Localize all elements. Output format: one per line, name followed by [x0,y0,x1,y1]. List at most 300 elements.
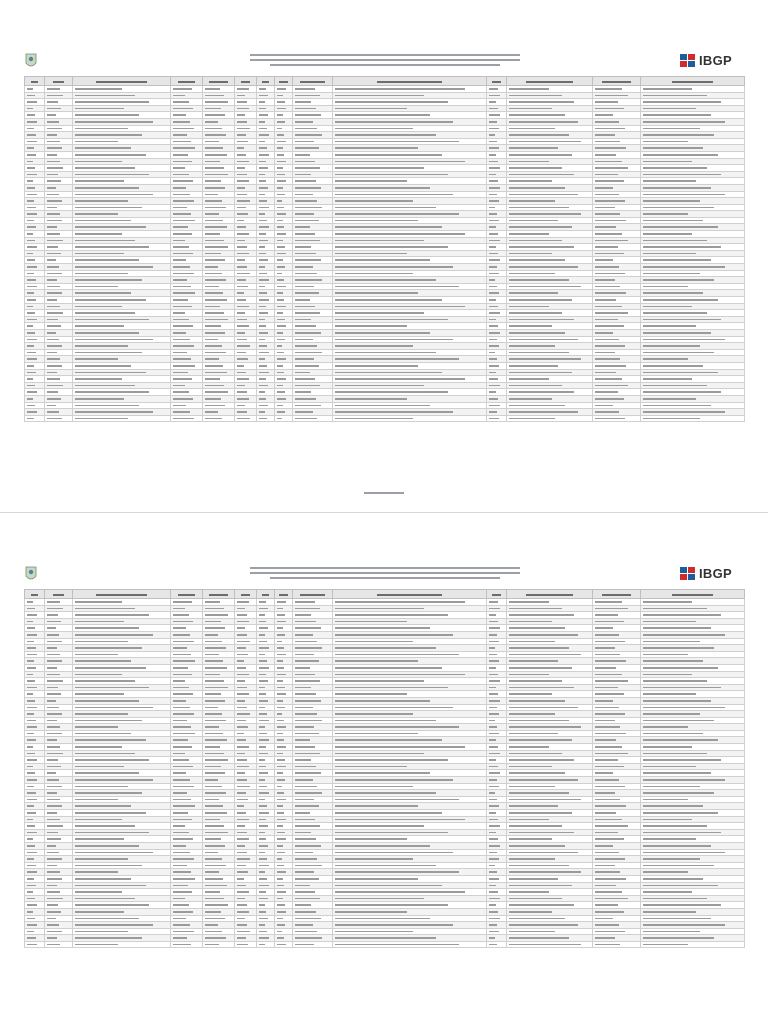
table-cell [257,816,275,823]
table-cell [203,415,235,422]
table-cell [593,895,641,902]
table-row [25,165,745,172]
table-cell [73,237,171,244]
table-cell [275,395,293,402]
table-cell [25,803,45,810]
table-cell [293,395,333,402]
table-cell [641,369,745,376]
table-cell [487,631,507,638]
table-cell [507,684,593,691]
table-cell [641,270,745,277]
table-cell [275,671,293,678]
table-cell [487,118,507,125]
table-row [25,231,745,238]
table-row [25,922,745,929]
table-row [25,612,745,619]
table-cell [487,625,507,632]
table-cell [25,618,45,625]
table-cell [45,737,73,744]
table-cell [641,171,745,178]
table-cell [171,724,203,731]
table-cell [45,697,73,704]
table-cell [293,895,333,902]
table-cell [235,231,257,238]
table-cell [641,842,745,849]
table-row [25,270,745,277]
table-cell [487,889,507,896]
table-cell [293,882,333,889]
table-cell [171,283,203,290]
table-cell [507,711,593,718]
table-cell [171,856,203,863]
table-cell [171,842,203,849]
table-cell [73,790,171,797]
table-cell [235,842,257,849]
table-row [25,257,745,264]
table-cell [73,395,171,402]
table-cell [25,895,45,902]
table-cell [171,204,203,211]
table-cell [507,678,593,685]
table-cell [257,86,275,93]
table-cell [171,697,203,704]
table-cell [171,99,203,106]
table-cell [593,711,641,718]
table-cell [203,343,235,350]
table-cell [507,329,593,336]
table-row [25,290,745,297]
table-cell [507,349,593,356]
table-cell [73,757,171,764]
table-cell [593,796,641,803]
table-cell [235,862,257,869]
table-cell [25,395,45,402]
table-cell [257,823,275,830]
table-cell [487,99,507,106]
table-cell [507,217,593,224]
table-cell [293,382,333,389]
table-cell [293,244,333,251]
table-cell [203,770,235,777]
table-cell [73,941,171,948]
table-row [25,875,745,882]
table-cell [641,237,745,244]
table-cell [507,658,593,665]
table-cell [507,810,593,817]
page-header [0,563,768,589]
table-cell [203,869,235,876]
table-cell [275,842,293,849]
table-cell [203,184,235,191]
table-cell [203,697,235,704]
table-cell [203,231,235,238]
table-cell [171,889,203,896]
table-cell [171,737,203,744]
table-cell [275,343,293,350]
table-cell [235,99,257,106]
table-cell [25,638,45,645]
table-cell [293,928,333,935]
table-cell [641,922,745,929]
table-cell [487,684,507,691]
table-cell [235,711,257,718]
table-cell [45,316,73,323]
table-cell [25,250,45,257]
table-cell [507,145,593,152]
table-cell [487,211,507,218]
table-cell [203,599,235,606]
table-cell [257,237,275,244]
table-cell [203,217,235,224]
table-cell [257,763,275,770]
table-cell [45,270,73,277]
table-cell [507,231,593,238]
table-cell [171,369,203,376]
table-cell [73,178,171,185]
table-cell [235,297,257,304]
table-cell [593,151,641,158]
table-cell [507,409,593,416]
table-cell [507,389,593,396]
table-cell [25,191,45,198]
table-cell [25,105,45,112]
table-cell [171,389,203,396]
table-cell [487,184,507,191]
table-cell [275,250,293,257]
table-cell [257,277,275,284]
table-cell [487,237,507,244]
table-cell [507,823,593,830]
table-cell [487,763,507,770]
table-cell [203,737,235,744]
table-cell [593,862,641,869]
table-cell [257,402,275,409]
table-cell [171,132,203,139]
table-cell [275,283,293,290]
table-cell [171,303,203,310]
table-cell [507,343,593,350]
table-cell [507,198,593,205]
table-cell [171,349,203,356]
table-cell [257,323,275,330]
table-cell [275,889,293,896]
column-header [487,590,507,599]
table-cell [593,928,641,935]
table-cell [73,118,171,125]
table-row [25,658,745,665]
table-cell [593,803,641,810]
table-cell [171,711,203,718]
table-cell [257,217,275,224]
table-cell [507,211,593,218]
table-row [25,178,745,185]
table-cell [45,750,73,757]
table-cell [333,310,487,317]
table-cell [25,369,45,376]
table-cell [487,257,507,264]
table-cell [293,704,333,711]
table-row [25,151,745,158]
table-cell [333,323,487,330]
table-cell [593,612,641,619]
table-cell [641,849,745,856]
table-cell [275,691,293,698]
table-cell [203,744,235,751]
table-cell [171,744,203,751]
table-cell [293,856,333,863]
table-cell [235,638,257,645]
table-cell [73,343,171,350]
table-cell [235,118,257,125]
table-cell [293,803,333,810]
table-cell [73,356,171,363]
table-cell [641,862,745,869]
table-cell [275,382,293,389]
table-cell [507,882,593,889]
table-cell [593,323,641,330]
table-cell [203,356,235,363]
table-row [25,796,745,803]
table-cell [171,704,203,711]
table-cell [45,250,73,257]
table-cell [257,184,275,191]
table-cell [73,631,171,638]
table-cell [73,915,171,922]
table-cell [293,777,333,784]
table-cell [275,777,293,784]
table-cell [73,618,171,625]
table-cell [257,158,275,165]
table-cell [235,402,257,409]
seal-icon [24,52,38,70]
table-cell [641,211,745,218]
table-cell [25,882,45,889]
table-cell [507,237,593,244]
table-cell [25,349,45,356]
table-cell [293,389,333,396]
table-cell [487,730,507,737]
table-cell [293,178,333,185]
table-cell [593,99,641,106]
table-cell [275,605,293,612]
table-cell [45,376,73,383]
table-cell [487,869,507,876]
table-cell [257,922,275,929]
table-cell [257,316,275,323]
table-cell [45,849,73,856]
table-cell [203,336,235,343]
table-row [25,941,745,948]
table-cell [203,198,235,205]
table-cell [487,915,507,922]
table-row [25,717,745,724]
table-cell [333,343,487,350]
table-cell [257,777,275,784]
table-cell [171,671,203,678]
table-row [25,145,745,152]
table-cell [507,204,593,211]
table-cell [293,605,333,612]
table-cell [641,823,745,830]
table-cell [333,132,487,139]
table-cell [73,823,171,830]
table-cell [73,231,171,238]
table-cell [235,651,257,658]
table-cell [333,86,487,93]
table-cell [257,704,275,711]
table-cell [73,145,171,152]
table-cell [593,638,641,645]
table-cell [593,349,641,356]
table-cell [45,356,73,363]
table-cell [45,882,73,889]
table-cell [203,290,235,297]
table-cell [641,184,745,191]
table-cell [275,356,293,363]
table-cell [275,244,293,251]
table-cell [275,922,293,929]
table-row [25,264,745,271]
table-cell [171,875,203,882]
table-cell [45,86,73,93]
table-cell [203,810,235,817]
table-cell [593,691,641,698]
table-cell [593,303,641,310]
table-cell [487,829,507,836]
seal-icon [24,565,38,583]
table-cell [293,145,333,152]
table-cell [275,941,293,948]
table-cell [293,303,333,310]
table-cell [641,915,745,922]
table-cell [73,158,171,165]
table-cell [25,389,45,396]
table-cell [275,231,293,238]
table-cell [641,684,745,691]
table-cell [25,737,45,744]
table-cell [333,704,487,711]
table-cell [257,343,275,350]
table-cell [257,651,275,658]
table-cell [593,823,641,830]
table-cell [487,415,507,422]
table-row [25,244,745,251]
table-cell [293,316,333,323]
table-row [25,856,745,863]
table-cell [25,336,45,343]
table-cell [203,125,235,132]
table-cell [641,796,745,803]
table-cell [293,198,333,205]
table-cell [593,605,641,612]
table-cell [25,875,45,882]
table-cell [25,145,45,152]
table-cell [293,369,333,376]
table-cell [641,605,745,612]
table-cell [171,618,203,625]
table-row [25,737,745,744]
table-cell [275,810,293,817]
table-cell [275,895,293,902]
table-body [25,86,745,422]
table-cell [641,356,745,363]
table-row [25,862,745,869]
table-cell [641,231,745,238]
table-cell [171,125,203,132]
table-cell [235,849,257,856]
table-cell [487,316,507,323]
table-cell [593,415,641,422]
table-cell [257,625,275,632]
table-cell [487,928,507,935]
table-cell [507,118,593,125]
header-subtitle-line [270,577,500,579]
column-header [235,77,257,86]
table-cell [293,343,333,350]
table-cell [235,658,257,665]
table-cell [257,842,275,849]
table-cell [333,895,487,902]
column-header [507,77,593,86]
table-cell [333,244,487,251]
table-cell [73,777,171,784]
table-cell [171,645,203,652]
table-cell [257,671,275,678]
table-cell [171,664,203,671]
table-cell [507,664,593,671]
table-cell [257,257,275,264]
table-cell [45,198,73,205]
table-cell [171,783,203,790]
table-cell [45,770,73,777]
table-cell [593,810,641,817]
table-cell [45,277,73,284]
table-cell [641,316,745,323]
table-cell [593,105,641,112]
table-cell [235,869,257,876]
table-cell [333,783,487,790]
table-cell [73,922,171,929]
table-cell [45,638,73,645]
table-cell [275,257,293,264]
table-cell [293,158,333,165]
table-cell [333,889,487,896]
table-row [25,92,745,99]
table-cell [25,171,45,178]
table-cell [275,151,293,158]
table-cell [203,237,235,244]
table-cell [333,303,487,310]
table-cell [487,645,507,652]
table-cell [25,376,45,383]
table-cell [275,737,293,744]
table-cell [333,605,487,612]
table-cell [275,658,293,665]
table-cell [275,638,293,645]
table-cell [333,409,487,416]
table-cell [487,92,507,99]
table-row [25,869,745,876]
table-cell [275,237,293,244]
table-cell [507,99,593,106]
table-cell [333,184,487,191]
table-cell [275,349,293,356]
table-cell [203,204,235,211]
table-row [25,204,745,211]
table-cell [641,599,745,606]
table-cell [203,409,235,416]
table-cell [235,908,257,915]
